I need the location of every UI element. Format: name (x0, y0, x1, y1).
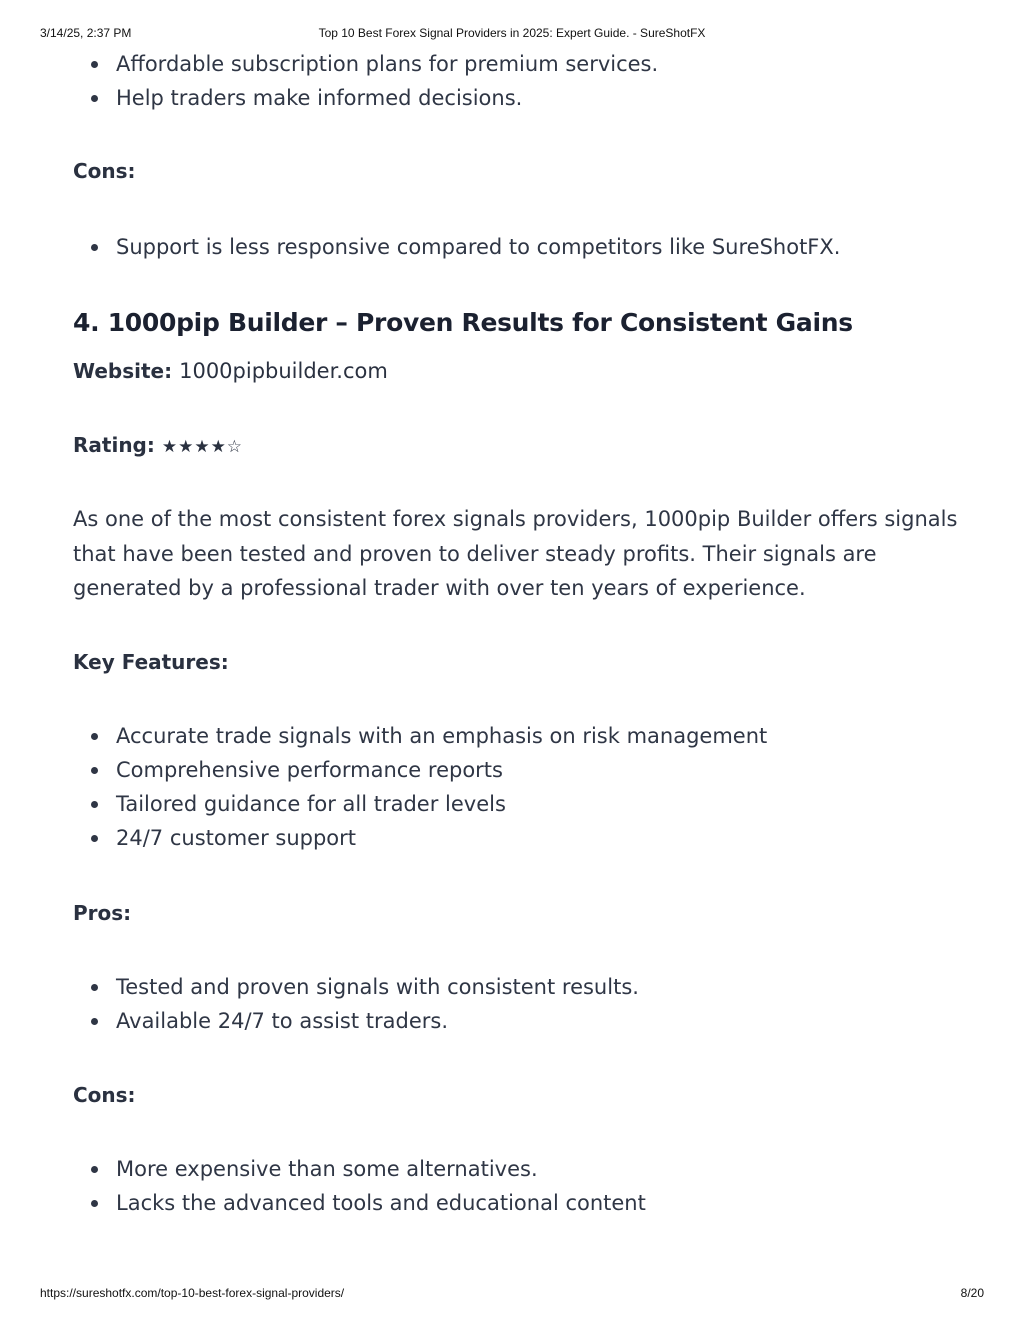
rating-label: Rating: (73, 433, 155, 457)
list-item: Tested and proven signals with consistent results. (73, 970, 963, 1004)
list-item: Comprehensive performance reports (73, 753, 963, 787)
list-item: 24/7 customer support (73, 821, 963, 855)
print-datetime: 3/14/25, 2:37 PM (40, 26, 132, 40)
print-url: https://sureshotfx.com/top-10-best-forex-signal-providers/ (40, 1286, 345, 1300)
list-item: Tailored guidance for all trader levels (73, 787, 963, 821)
cons-list (73, 1152, 963, 1220)
list-item: Available 24/7 to assist traders. (73, 1004, 963, 1038)
rating-stars: ★★★★☆ (161, 437, 244, 457)
print-header (40, 25, 984, 41)
pros-list (73, 970, 963, 1038)
key-features-list (73, 719, 963, 855)
list-item: Support is less responsive compared to competitors like SureShotFX. (73, 230, 963, 264)
website-value: 1000pipbuilder.com (179, 359, 388, 383)
website-line (73, 357, 963, 385)
section-description: As one of the most consistent forex signals providers, 1000pip Builder offers signals that have been tested and proven to deliver steady profits. Their signals are generated by a professional trader with over ten years of experience. (73, 507, 958, 600)
pros-label: Pros: (73, 901, 132, 925)
list-item: Accurate trade signals with an emphasis on risk management (73, 719, 963, 753)
prev-cons-list (73, 230, 963, 264)
key-features-label: Key Features: (73, 650, 229, 674)
list-item: Affordable subscription plans for premium services. (73, 47, 963, 81)
print-page-title: Top 10 Best Forex Signal Providers in 2025: Expert Guide. - SureShotFX (318, 26, 706, 40)
print-footer (40, 1285, 984, 1301)
website-label: Website: (73, 359, 173, 383)
list-item: More expensive than some alternatives. (73, 1152, 963, 1186)
list-item: Help traders make informed decisions. (73, 81, 963, 115)
cons-label: Cons: (73, 1083, 136, 1107)
rating-line (73, 431, 963, 461)
list-item: Lacks the advanced tools and educational content (73, 1186, 963, 1220)
prev-pros-list (73, 47, 963, 115)
section-heading: 4. 1000pip Builder – Proven Results for Consistent Gains (73, 308, 853, 337)
print-page-number: 8/20 (960, 1286, 984, 1300)
prev-cons-label: Cons: (73, 159, 136, 183)
